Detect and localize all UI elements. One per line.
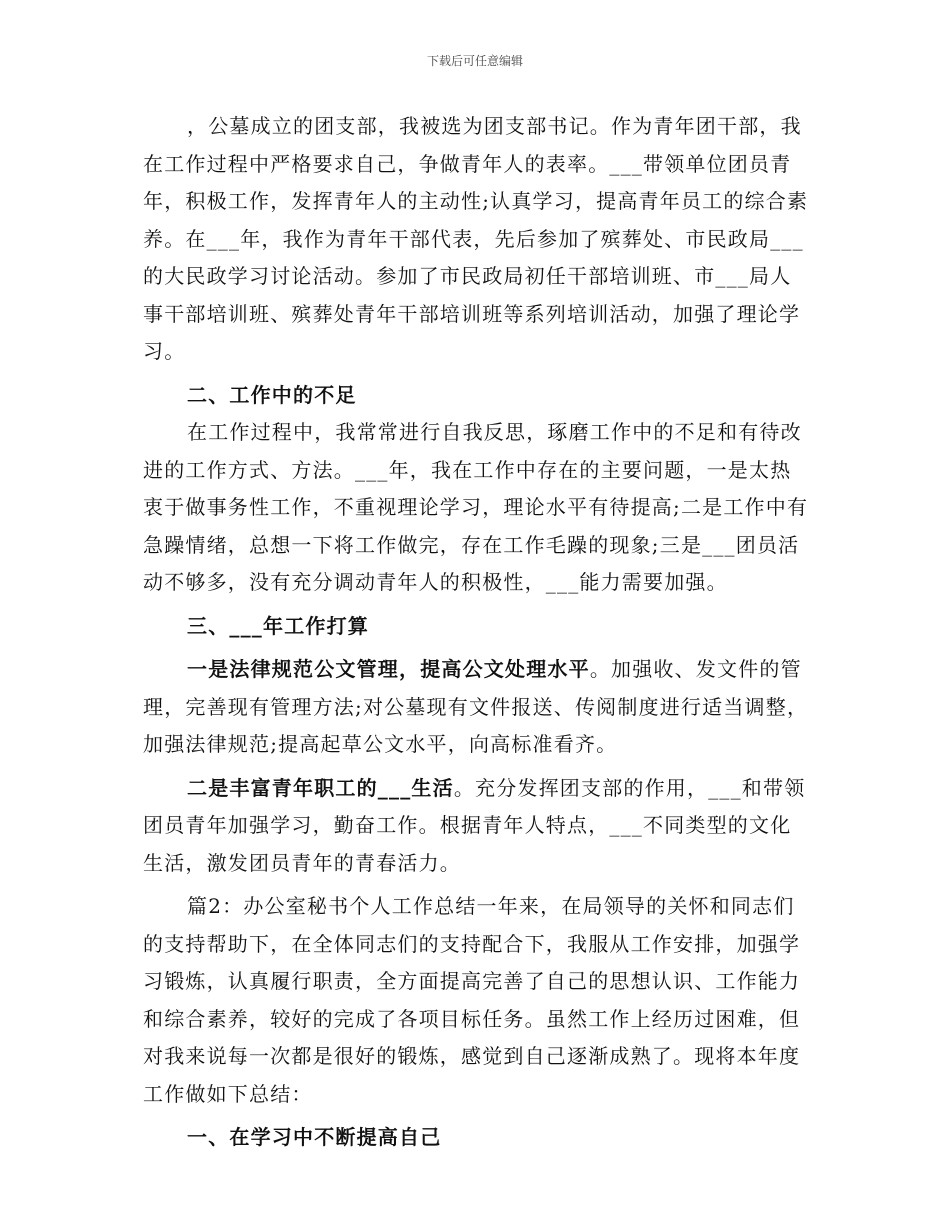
- plan-item-1-text: 。加强收、发文件的管理，完善现有管理方法;对公墓现有文件报送、传阅制度进行适当调整，加强法律规范;提高起草公文水平，向高标准看齐。: [143, 657, 809, 756]
- document-body: [143, 108, 811, 1157]
- paragraph-shortcomings: 在工作过程中，我常常进行自我反思，琢磨工作中的不足和有待改进的工作方式、方法。___年，我在工作中存在的主要问题，一是太热衷于做事务性工作，不重视理论学习，理论水平有待提高;二是工作中有急躁情绪，总想一下将工作做完，存在工作毛躁的现象;三是___团员活动不够多，没有充分调动青年人的积极性，___能力需要加强。: [143, 420, 809, 594]
- heading-work-plan: 三、___年工作打算: [187, 613, 369, 638]
- paragraph-secretary-summary: 篇2：办公室秘书个人工作总结一年来，在局领导的关怀和同志们的支持帮助下，在全体同志们的支持配合下，我服从工作安排，加强学习锻炼，认真履行职责，全方面提高完善了自己的思想认识、工作能力和综合素养，较好的完成了各项目标任务。虽然工作上经历过困难，但对我来说每一次都是很好的锻炼，感觉到自己逐渐成熟了。现将本年度工作做如下总结：: [143, 894, 801, 1106]
- heading-study: 一、在学习中不断提高自己: [187, 1125, 442, 1149]
- paragraph-document-management: [143, 651, 811, 764]
- page-header: 下载后可任意编辑: [426, 54, 523, 68]
- paragraph-league-branch: ，公墓成立的团支部，我被选为团支部书记。作为青年团干部，我在工作过程中严格要求自己，争做青年人的表率。___带领单位团员青年，积极工作，发挥青年人的主动性;认真学习，提高青年员工的综合素养。在___年，我作为青年干部代表，先后参加了殡葬处、市民政局___的大民政学习讨论活动。参加了市民政局初任干部培训班、市___局人事干部培训班、殡葬处青年干部培训班等系列培训活动，加强了理论学习。: [143, 114, 809, 363]
- plan-item-2-title: 二是丰富青年职工的___生活: [187, 775, 454, 800]
- plan-item-2-text: 。充分发挥团支部的作用，___和带领团员青年加强学习，勤奋工作。根据青年人特点，___不同类型的文化生活，激发团员青年的青春活力。: [143, 775, 806, 875]
- paragraph-youth-life: [143, 770, 811, 883]
- plan-item-1-title: 一是法律规范公文管理，提高公文处理水平: [187, 657, 590, 681]
- heading-shortcomings: 二、工作中的不足: [187, 382, 357, 407]
